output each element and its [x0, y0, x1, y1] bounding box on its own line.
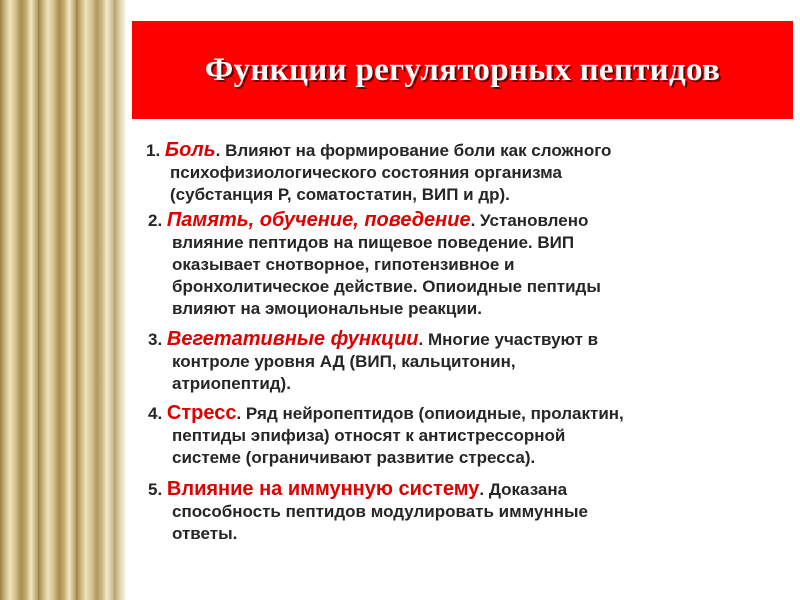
item-keyword: Память, обучение, поведение [166, 209, 471, 231]
item-text-line: оказывает снотворное, гипотензивное и [172, 255, 515, 274]
item-text-line: бронхолитическое действие. Опиоидные пептиды [172, 277, 601, 296]
item-text-line: . Доказана [479, 480, 568, 499]
item-text-line: системе (ограничивают развитие стресса). [172, 448, 536, 467]
list-item-vegetative [148, 328, 758, 395]
list-item-memory [148, 209, 758, 320]
item-text-line: ответы. [172, 524, 238, 543]
list-item-pain [146, 139, 756, 206]
item-text-line: . Ряд нейропептидов (опиоидные, пролактин, [236, 404, 624, 423]
item-text-line: психофизиологического состояния организма [170, 163, 562, 182]
item-keyword: Стресс [166, 402, 237, 424]
item-text-line: контроле уровня АД (ВИП, кальцитонин, [172, 352, 516, 371]
item-text-line: влияют на эмоциональные реакции. [172, 299, 482, 318]
item-keyword: Влияние на иммунную систему [166, 478, 480, 500]
item-number: 4. [148, 404, 163, 423]
item-number: 2. [148, 211, 163, 230]
item-text-line: атриопептид). [172, 374, 291, 393]
item-text-line: влияние пептидов на пищевое поведение. ВИП [172, 233, 575, 252]
item-text-line: . Влияют на формирование боли как сложного [215, 141, 612, 160]
item-number: 5. [148, 480, 163, 499]
item-text-line: . Установлено [470, 211, 589, 230]
list-item-stress [148, 402, 758, 469]
item-keyword: Боль [164, 139, 216, 161]
list-item-immune [148, 478, 758, 545]
item-text-line: пептиды эпифиза) относят к антистрессорной [172, 426, 566, 445]
item-number: 1. [146, 141, 161, 160]
item-text-line: . Многие участвуют в [418, 330, 599, 349]
item-keyword: Вегетативные функции [166, 328, 419, 350]
item-number: 3. [148, 330, 163, 349]
item-text-line: способность пептидов модулировать иммунные [172, 502, 589, 521]
item-text-line: (субстанция Р, соматостатин, ВИП и др). [170, 185, 510, 204]
slide-title: Функции регуляторных пептидов [204, 51, 721, 88]
